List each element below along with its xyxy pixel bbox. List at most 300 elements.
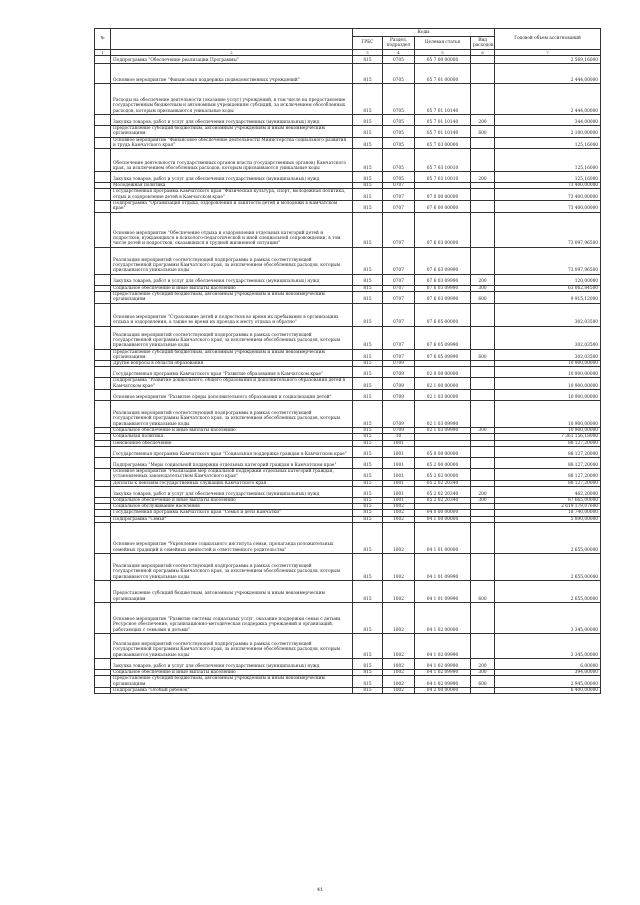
grbs-cell: 815 bbox=[353, 480, 383, 486]
budget-table-container bbox=[94, 28, 600, 694]
target-article-cell: 05 7 01 10140 bbox=[415, 115, 471, 126]
expense-type-cell bbox=[471, 201, 495, 213]
grbs-cell: 815 bbox=[353, 189, 383, 201]
row-num-cell bbox=[95, 367, 111, 378]
item-name-cell: Обеспечение деятельности государственных органов власти (государственных органов) Камчатского края, за исключением обособленных расходов, которым присваиваются уникальные коды bbox=[111, 149, 353, 172]
expense-type-cell bbox=[471, 326, 495, 349]
expense-type-cell: 600 bbox=[471, 291, 495, 303]
target-article-cell: 05 2 02 00000 bbox=[415, 468, 471, 480]
row-num-cell bbox=[95, 486, 111, 497]
table-row bbox=[95, 64, 601, 84]
row-num-cell bbox=[95, 446, 111, 457]
header-vr: Вид расходов bbox=[471, 37, 495, 50]
grbs-cell: 815 bbox=[353, 457, 383, 468]
table-row bbox=[95, 303, 601, 326]
item-name-cell: Основное мероприятие "Финансовое обеспечение деятельности Министерства социального развития и труда Камчатского края" bbox=[111, 137, 353, 149]
amount-cell: 88 127,20000 bbox=[495, 440, 601, 446]
row-num-cell bbox=[95, 201, 111, 213]
item-name-cell: Социальное обеспечение и иные выплаты населению bbox=[111, 497, 353, 503]
grbs-cell: 815 bbox=[353, 115, 383, 126]
row-num-cell bbox=[95, 603, 111, 634]
item-name-cell: Закупка товаров, работ и услуг для обеспечения государственных (муниципальных) нужд bbox=[111, 274, 353, 285]
target-article-cell: 04 1 02 00000 bbox=[415, 603, 471, 634]
grbs-cell: 815 bbox=[353, 554, 383, 581]
item-name-cell: Закупка товаров, работ и услуг для обеспечения государственных (муниципальных) нужд bbox=[111, 172, 353, 183]
amount-cell: 120,00000 bbox=[495, 274, 601, 285]
grbs-cell: 815 bbox=[353, 201, 383, 213]
grbs-cell: 815 bbox=[353, 486, 383, 497]
item-name-cell: Закупка товаров, работ и услуг для обеспечения государственных (муниципальных) нужд bbox=[111, 115, 353, 126]
expense-type-cell: 200 bbox=[471, 659, 495, 670]
expense-type-cell bbox=[471, 378, 495, 390]
section-cell: 0707 bbox=[383, 201, 415, 213]
row-num-cell bbox=[95, 274, 111, 285]
target-article-cell: 05 7 01 10140 bbox=[415, 126, 471, 138]
section-cell: 1002 bbox=[383, 516, 415, 522]
item-name-cell: Основное мероприятие "Финансовая поддержка подведомственных учреждений" bbox=[111, 64, 353, 84]
section-cell: 0705 bbox=[383, 64, 415, 84]
target-article-cell: 05 2 02 20340 bbox=[415, 486, 471, 497]
item-name-cell: Подпрограмма "Особый ребенок" bbox=[111, 687, 353, 693]
amount-cell: 2 655,00000 bbox=[495, 581, 601, 603]
target-article-cell: 04 1 00 00000 bbox=[415, 516, 471, 522]
amount-cell: 2 569,16000 bbox=[495, 56, 601, 64]
section-cell: 1001 bbox=[383, 486, 415, 497]
expense-type-cell: 300 bbox=[471, 285, 495, 291]
expense-type-cell bbox=[471, 603, 495, 634]
section-cell: 1001 bbox=[383, 497, 415, 503]
section-cell: 0705 bbox=[383, 84, 415, 115]
expense-type-cell: 300 bbox=[471, 497, 495, 503]
row-num-cell bbox=[95, 523, 111, 554]
item-name-cell: Подпрограмма "Развитие дошкольного, общего образования и дополнительного образования детей в Камчатском крае" bbox=[111, 378, 353, 390]
amount-cell: 63 062,84500 bbox=[495, 285, 601, 291]
table-row bbox=[95, 390, 601, 401]
row-num-cell bbox=[95, 554, 111, 581]
row-num-cell bbox=[95, 457, 111, 468]
amount-cell: 73 400,00000 bbox=[495, 189, 601, 201]
amount-cell: 5 890,00000 bbox=[495, 516, 601, 522]
row-num-cell bbox=[95, 126, 111, 138]
section-cell: 1002 bbox=[383, 504, 415, 510]
target-article-cell: 04 0 00 00000 bbox=[415, 510, 471, 516]
item-name-cell: Подпрограмма "Меры социальной поддержки отдельных категорий граждан в Камчатском крае" bbox=[111, 457, 353, 468]
row-num-cell bbox=[95, 326, 111, 349]
target-article-cell: 07 6 03 09990 bbox=[415, 274, 471, 285]
row-num-cell bbox=[95, 56, 111, 64]
section-cell: 0709 bbox=[383, 361, 415, 367]
amount-cell: 2 655,00000 bbox=[495, 523, 601, 554]
amount-cell: 10 900,00000 bbox=[495, 428, 601, 434]
item-name-cell: Подпрограмма "Организация отдыха, оздоровления и занятости детей и молодежи в Камчатском крае" bbox=[111, 201, 353, 213]
section-cell: 0709 bbox=[383, 378, 415, 390]
table-row bbox=[95, 149, 601, 172]
grbs-cell: 815 bbox=[353, 401, 383, 428]
expense-type-cell bbox=[471, 390, 495, 401]
col-index: 7 bbox=[495, 50, 601, 56]
grbs-cell: 815 bbox=[353, 291, 383, 303]
target-article-cell: 05 0 00 00000 bbox=[415, 446, 471, 457]
expense-type-cell bbox=[471, 212, 495, 247]
section-cell: 0707 bbox=[383, 212, 415, 247]
item-name-cell: Государственная программа Камчатского края "Семья и дети Камчатки" bbox=[111, 510, 353, 516]
col-index: 1 bbox=[95, 50, 111, 56]
target-article-cell: 02 1 03 00000 bbox=[415, 390, 471, 401]
header-amount: Годовой объем ассигнований bbox=[495, 29, 601, 50]
target-article-cell: 05 7 03 10010 bbox=[415, 172, 471, 183]
amount-cell: 88 127,20000 bbox=[495, 457, 601, 468]
amount-cell: 10 900,00000 bbox=[495, 361, 601, 367]
expense-type-cell: 200 bbox=[471, 486, 495, 497]
item-name-cell: Основное мероприятие "Развитие сферы дополнительного образования и социализации детей" bbox=[111, 390, 353, 401]
row-num-cell bbox=[95, 659, 111, 670]
expense-type-cell: 200 bbox=[471, 274, 495, 285]
target-article-cell: 02 1 03 09990 bbox=[415, 428, 471, 434]
amount-cell: 462,20000 bbox=[495, 486, 601, 497]
table-row bbox=[95, 172, 601, 183]
amount-cell: 6 400,00000 bbox=[495, 687, 601, 693]
grbs-cell: 815 bbox=[353, 247, 383, 274]
row-num-cell bbox=[95, 189, 111, 201]
expense-type-cell bbox=[471, 149, 495, 172]
item-name-cell: Молодежная политика bbox=[111, 183, 353, 189]
table-row bbox=[95, 378, 601, 390]
grbs-cell: 815 bbox=[353, 523, 383, 554]
row-num-cell bbox=[95, 349, 111, 361]
grbs-cell: 815 bbox=[353, 581, 383, 603]
row-num-cell bbox=[95, 390, 111, 401]
amount-cell: 7 361 156,18000 bbox=[495, 434, 601, 440]
expense-type-cell bbox=[471, 523, 495, 554]
expense-type-cell: 200 bbox=[471, 172, 495, 183]
row-num-cell bbox=[95, 172, 111, 183]
table-row bbox=[95, 274, 601, 285]
grbs-cell: 815 bbox=[353, 378, 383, 390]
amount-cell: 302,03500 bbox=[495, 326, 601, 349]
section-cell: 1002 bbox=[383, 523, 415, 554]
grbs-cell: 815 bbox=[353, 659, 383, 670]
expense-type-cell bbox=[471, 554, 495, 581]
target-article-cell: 05 7 00 00000 bbox=[415, 56, 471, 64]
header-codes: Коды bbox=[353, 29, 495, 37]
section-cell: 0707 bbox=[383, 274, 415, 285]
table-row bbox=[95, 523, 601, 554]
target-article-cell: 05 7 03 00000 bbox=[415, 137, 471, 149]
grbs-cell: 815 bbox=[353, 504, 383, 510]
table-row bbox=[95, 189, 601, 201]
grbs-cell: 815 bbox=[353, 212, 383, 247]
item-name-cell: Государственная программа Камчатского края "Социальная поддержка граждан в Камчатском крае" bbox=[111, 446, 353, 457]
table-row bbox=[95, 554, 601, 581]
row-num-cell bbox=[95, 581, 111, 603]
grbs-cell: 815 bbox=[353, 446, 383, 457]
table-row bbox=[95, 349, 601, 361]
table-row bbox=[95, 676, 601, 688]
item-name-cell: Закупка товаров, работ и услуг для обеспечения государственных (муниципальных) нужд bbox=[111, 659, 353, 670]
amount-cell: 88 127,20000 bbox=[495, 446, 601, 457]
grbs-cell: 815 bbox=[353, 84, 383, 115]
row-num-cell bbox=[95, 115, 111, 126]
amount-cell: 10 900,00000 bbox=[495, 390, 601, 401]
section-cell: 1002 bbox=[383, 554, 415, 581]
section-cell: 0709 bbox=[383, 428, 415, 434]
table-row bbox=[95, 468, 601, 480]
amount-cell: 10 900,00000 bbox=[495, 378, 601, 390]
table-header bbox=[95, 29, 601, 56]
expense-type-cell bbox=[471, 468, 495, 480]
grbs-cell: 815 bbox=[353, 497, 383, 503]
expense-type-cell bbox=[471, 247, 495, 274]
amount-cell: 73 097,96500 bbox=[495, 212, 601, 247]
grbs-cell: 815 bbox=[353, 367, 383, 378]
table-row bbox=[95, 367, 601, 378]
item-name-cell: Подпрограмма "Семья" bbox=[111, 516, 353, 522]
budget-table bbox=[94, 28, 601, 694]
section-cell: 0709 bbox=[383, 390, 415, 401]
item-name-cell: Предоставление субсидий бюджетным, автономным учреждениям и иным некоммерческим организациям bbox=[111, 581, 353, 603]
grbs-cell: 815 bbox=[353, 326, 383, 349]
target-article-cell: 04 1 02 09990 bbox=[415, 659, 471, 670]
expense-type-cell: 200 bbox=[471, 115, 495, 126]
section-cell: 0707 bbox=[383, 183, 415, 189]
table-row bbox=[95, 581, 601, 603]
item-name-cell: Социальное обеспечение и иные выплаты населению bbox=[111, 428, 353, 434]
grbs-cell: 815 bbox=[353, 434, 383, 440]
grbs-cell: 815 bbox=[353, 361, 383, 367]
amount-cell: 3 345,00000 bbox=[495, 634, 601, 659]
target-article-cell: 07 6 03 09990 bbox=[415, 247, 471, 274]
item-name-cell: Реализация мероприятий соответствующей подпрограммы в рамках соответствующей государственной программы Камчатского края, за исключением обособленных расходов, которым присваиваются уникальные коды bbox=[111, 326, 353, 349]
grbs-cell: 815 bbox=[353, 56, 383, 64]
table-row bbox=[95, 446, 601, 457]
row-num-cell bbox=[95, 64, 111, 84]
expense-type-cell bbox=[471, 137, 495, 149]
amount-cell: 302,03500 bbox=[495, 303, 601, 326]
header-num: № bbox=[95, 29, 111, 50]
amount-cell: 2 100,00000 bbox=[495, 126, 601, 138]
target-article-cell: 04 1 01 09990 bbox=[415, 554, 471, 581]
target-article-cell: 04 1 01 09990 bbox=[415, 581, 471, 603]
section-cell: 0709 bbox=[383, 401, 415, 428]
grbs-cell: 815 bbox=[353, 274, 383, 285]
section-cell: 0705 bbox=[383, 126, 415, 138]
amount-cell: 2 619 179,07600 bbox=[495, 504, 601, 510]
target-article-cell: 05 7 01 10140 bbox=[415, 84, 471, 115]
amount-cell: 9 915,12000 bbox=[495, 291, 601, 303]
amount-cell: 2 945,00000 bbox=[495, 676, 601, 688]
target-article-cell: 07 6 00 00000 bbox=[415, 201, 471, 213]
target-article-cell: 07 6 05 09990 bbox=[415, 349, 471, 361]
row-num-cell bbox=[95, 149, 111, 172]
grbs-cell: 815 bbox=[353, 64, 383, 84]
item-name-cell: Социальное обслуживание населения bbox=[111, 504, 353, 510]
header-grbs: ГРБС bbox=[353, 37, 383, 50]
item-name-cell: Основное мероприятие "Укрепление социального института семьи, пропаганда положительных семейных традиций и семейных ценностей и ответственного родительства" bbox=[111, 523, 353, 554]
header-name bbox=[111, 29, 353, 50]
page-number: 41 bbox=[316, 887, 324, 893]
amount-cell: 2 444,00000 bbox=[495, 84, 601, 115]
grbs-cell: 815 bbox=[353, 510, 383, 516]
grbs-cell: 815 bbox=[353, 468, 383, 480]
item-name-cell: Предоставление субсидий бюджетным, автономным учреждениям и иным некоммерческим организациям bbox=[111, 349, 353, 361]
grbs-cell: 815 bbox=[353, 126, 383, 138]
item-name-cell: Основное мероприятие "Развитие системы социальных услуг, оказание поддержки семьи с детьми. Ресурсное обеспечение, организационно-методическая поддержка учреждений и организаций, работающих с семьями и детьми" bbox=[111, 603, 353, 634]
table-row bbox=[95, 137, 601, 149]
row-num-cell bbox=[95, 468, 111, 480]
amount-cell: 18 740,00000 bbox=[495, 510, 601, 516]
expense-type-cell bbox=[471, 189, 495, 201]
amount-cell: 125,16000 bbox=[495, 137, 601, 149]
amount-cell: 73 400,00000 bbox=[495, 201, 601, 213]
table-body bbox=[95, 56, 601, 694]
amount-cell: 344,00000 bbox=[495, 115, 601, 126]
expense-type-cell bbox=[471, 367, 495, 378]
amount-cell: 3 345,00000 bbox=[495, 603, 601, 634]
table-row bbox=[95, 401, 601, 428]
target-article-cell: 07 6 03 09990 bbox=[415, 285, 471, 291]
target-article-cell: 04 2 00 00000 bbox=[415, 687, 471, 693]
section-cell: 0705 bbox=[383, 56, 415, 64]
grbs-cell: 815 bbox=[353, 303, 383, 326]
target-article-cell: 02 1 00 00000 bbox=[415, 378, 471, 390]
item-name-cell: Социальное обеспечение и иные выплаты населению bbox=[111, 670, 353, 676]
section-cell: 1002 bbox=[383, 603, 415, 634]
item-name-cell: Закупка товаров, работ и услуг для обеспечения государственных (муниципальных) нужд bbox=[111, 486, 353, 497]
expense-type-cell: 600 bbox=[471, 349, 495, 361]
section-cell: 1002 bbox=[383, 659, 415, 670]
item-name-cell: Социальное обеспечение и иные выплаты населению bbox=[111, 285, 353, 291]
amount-cell: 125,16000 bbox=[495, 149, 601, 172]
target-article-cell: 07 0 00 00000 bbox=[415, 189, 471, 201]
table-row bbox=[95, 326, 601, 349]
section-cell: 1001 bbox=[383, 480, 415, 486]
row-num-cell bbox=[95, 687, 111, 693]
section-cell: 1002 bbox=[383, 510, 415, 516]
target-article-cell: 07 6 05 00000 bbox=[415, 303, 471, 326]
table-row bbox=[95, 603, 601, 634]
item-name-cell: Другие вопросы в области образования bbox=[111, 361, 353, 367]
table-row bbox=[95, 201, 601, 213]
item-name-cell: Социальная политика bbox=[111, 434, 353, 440]
col-index: 3 bbox=[353, 50, 383, 56]
target-article-cell: 04 1 02 09990 bbox=[415, 634, 471, 659]
expense-type-cell bbox=[471, 303, 495, 326]
table-row bbox=[95, 457, 601, 468]
section-cell: 0709 bbox=[383, 367, 415, 378]
target-article-cell: 05 2 02 20340 bbox=[415, 497, 471, 503]
section-cell: 0705 bbox=[383, 149, 415, 172]
expense-type-cell: 600 bbox=[471, 581, 495, 603]
table-row bbox=[95, 84, 601, 115]
expense-type-cell bbox=[471, 84, 495, 115]
expense-type-cell: 300 bbox=[471, 428, 495, 434]
section-cell: 0707 bbox=[383, 247, 415, 274]
amount-cell: 73 400,00000 bbox=[495, 183, 601, 189]
item-name-cell: Реализация мероприятий соответствующей подпрограммы в рамках соответствующей государственной программы Камчатского края, за исключением обособленных расходов, которым присваиваются уникальные коды bbox=[111, 554, 353, 581]
section-cell: 1002 bbox=[383, 676, 415, 688]
section-cell: 0707 bbox=[383, 285, 415, 291]
item-name-cell: Предоставление субсидий бюджетным, автономным учреждениям и иным некоммерческим организациям bbox=[111, 676, 353, 688]
amount-cell: 88 127,20000 bbox=[495, 480, 601, 486]
section-cell: 1001 bbox=[383, 468, 415, 480]
item-name-cell: Реализация мероприятий соответствующей подпрограммы в рамках соответствующей государственной программы Камчатского края, за исключением обособленных расходов, которым присваиваются уникальные коды bbox=[111, 247, 353, 274]
grbs-cell: 815 bbox=[353, 676, 383, 688]
target-article-cell: 02 0 00 00000 bbox=[415, 367, 471, 378]
table-row bbox=[95, 486, 601, 497]
grbs-cell: 815 bbox=[353, 137, 383, 149]
amount-cell: 302,03500 bbox=[495, 349, 601, 361]
table-row bbox=[95, 634, 601, 659]
item-name-cell: Реализация мероприятий соответствующей подпрограммы в рамках соответствующей государственной программы Камчатского края, за исключением обособленных расходов, которым присваиваются уникальные коды bbox=[111, 634, 353, 659]
item-name-cell: Предоставление субсидий бюджетным, автономным учреждениям и иным некоммерческим организациям bbox=[111, 126, 353, 138]
section-cell: 1001 bbox=[383, 440, 415, 446]
target-article-cell: 05 7 03 10010 bbox=[415, 149, 471, 172]
col-index: 6 bbox=[471, 50, 495, 56]
amount-cell: 10 900,00000 bbox=[495, 367, 601, 378]
row-num-cell bbox=[95, 378, 111, 390]
target-article-cell: 05 7 01 00000 bbox=[415, 64, 471, 84]
grbs-cell: 815 bbox=[353, 603, 383, 634]
amount-cell: 73 097,96500 bbox=[495, 247, 601, 274]
grbs-cell: 815 bbox=[353, 634, 383, 659]
item-name-cell: Реализация мероприятий соответствующей подпрограммы в рамках соответствующей государственной программы Камчатского края, за исключением обособленных расходов, которым присваиваются уникальные коды bbox=[111, 401, 353, 428]
expense-type-cell: 600 bbox=[471, 676, 495, 688]
row-num-cell bbox=[95, 401, 111, 428]
target-article-cell: 07 6 05 09990 bbox=[415, 326, 471, 349]
target-article-cell: 05 2 00 00000 bbox=[415, 457, 471, 468]
section-cell: 1002 bbox=[383, 670, 415, 676]
section-cell: 0707 bbox=[383, 291, 415, 303]
grbs-cell: 815 bbox=[353, 183, 383, 189]
header-target: Целевая статья bbox=[415, 37, 471, 50]
expense-type-cell bbox=[471, 446, 495, 457]
grbs-cell: 815 bbox=[353, 349, 383, 361]
section-cell: 0705 bbox=[383, 115, 415, 126]
amount-cell: 6,00000 bbox=[495, 659, 601, 670]
section-cell: 1002 bbox=[383, 581, 415, 603]
expense-type-cell bbox=[471, 634, 495, 659]
section-cell: 0705 bbox=[383, 172, 415, 183]
row-num-cell bbox=[95, 291, 111, 303]
row-num-cell bbox=[95, 137, 111, 149]
amount-cell: 88 127,20000 bbox=[495, 468, 601, 480]
expense-type-cell: 600 bbox=[471, 126, 495, 138]
grbs-cell: 815 bbox=[353, 172, 383, 183]
grbs-cell: 815 bbox=[353, 670, 383, 676]
item-name-cell: Доплаты к пенсиям государственных служащих Камчатского края bbox=[111, 480, 353, 486]
row-num-cell bbox=[95, 676, 111, 688]
target-article-cell: 04 1 01 00000 bbox=[415, 523, 471, 554]
table-row bbox=[95, 687, 601, 693]
section-cell: 1002 bbox=[383, 687, 415, 693]
item-name-cell: Основное мероприятие "Реализация мер социальной поддержки отдельных категорий граждан, установленных законодательством Камчатского края" bbox=[111, 468, 353, 480]
col-index: 5 bbox=[415, 50, 471, 56]
grbs-cell: 815 bbox=[353, 428, 383, 434]
table-row bbox=[95, 115, 601, 126]
amount-cell: 87 665,00000 bbox=[495, 497, 601, 503]
amount-cell: 2 444,00000 bbox=[495, 64, 601, 84]
row-num-cell bbox=[95, 634, 111, 659]
amount-cell: 2 655,00000 bbox=[495, 554, 601, 581]
section-cell: 1001 bbox=[383, 457, 415, 468]
row-num-cell bbox=[95, 212, 111, 247]
item-name-cell: Основное мероприятие "Страхование детей и подростков во время их пребывания в организациях отдыха и оздоровления, а также во время их проезда к месту отдыха и обратно" bbox=[111, 303, 353, 326]
section-cell: 0705 bbox=[383, 137, 415, 149]
col-index: 2 bbox=[111, 50, 353, 56]
section-cell: 0707 bbox=[383, 189, 415, 201]
section-cell: 1001 bbox=[383, 446, 415, 457]
row-num-cell bbox=[95, 247, 111, 274]
